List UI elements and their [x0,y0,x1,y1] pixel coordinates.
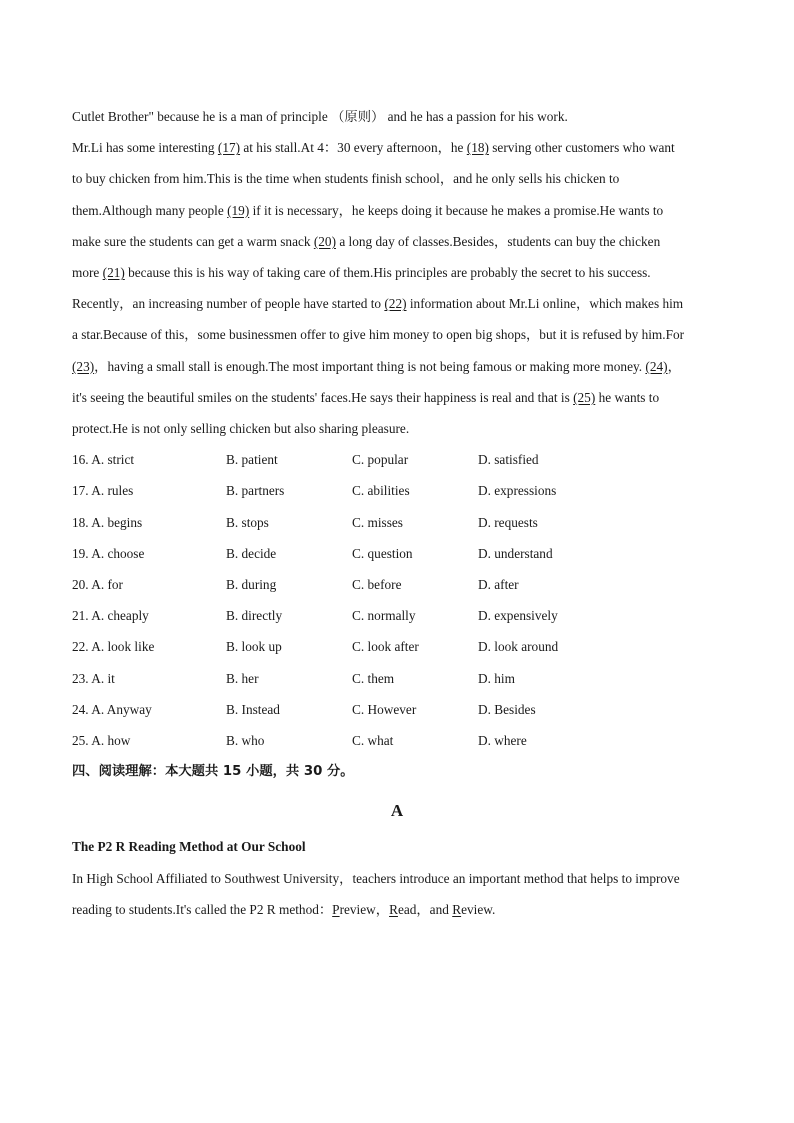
passage-line [72,413,722,444]
passage-text: information about Mr.Li online，which makes him [406,296,684,312]
answer-option: 24. A. Anyway [72,701,152,717]
passage-text: ， [667,358,681,374]
answer-option: B. who [226,732,265,748]
passage-line [72,101,722,132]
answer-option: D. expressions [478,483,557,499]
blank-number: (23) [72,358,95,374]
passage-line [72,351,722,382]
passage-line [72,195,722,226]
answer-option: D. him [478,670,515,686]
answer-option: B. look up [226,639,282,655]
passage-text: Recently，an increasing number of people have started to [72,296,385,312]
initial-letter: R [389,901,398,917]
passage-text: ead，and [397,901,453,917]
answer-option: C. normally [352,608,416,624]
question-row [72,663,722,694]
passage-line [72,382,722,413]
answer-option: B. her [226,670,259,686]
passage-line [72,163,722,194]
question-row [72,444,722,475]
answer-option: B. partners [226,483,285,499]
options-list [72,444,722,756]
blank-number: (18) [466,140,489,156]
passage-letter: A [390,801,404,821]
answer-option: D. look around [478,639,559,655]
passage-text: a star.Because of this，some businessmen offer to give him money to open big shops，but it is refused by him.For [72,327,685,343]
passage-text: more [72,265,103,281]
passage-text: Mr.Li has some interesting [72,140,218,156]
answer-option: B. stops [226,514,269,530]
passage-line [72,226,722,257]
answer-option: 17. A. rules [72,483,134,499]
passage-text: reading to students.It's called the P2 R method： [72,901,333,917]
blank-number: (20) [313,233,336,249]
blank-number: (22) [384,296,407,312]
passage-text: them.Although many people [72,202,228,218]
answer-option: C. popular [352,452,409,468]
section-heading: 四、阅读理解：本大题共 15 小题，共 30 分。 [72,764,354,780]
question-row [72,507,722,538]
answer-option: 25. A. how [72,732,131,748]
passage-text: review， [339,901,390,917]
blank-number: (25) [573,389,596,405]
answer-option: D. understand [478,545,553,561]
answer-option: B. Instead [226,701,280,717]
passage-line [72,132,722,163]
passage-line [72,894,722,925]
answer-option: 16. A. strict [72,452,135,468]
passage-text: because this is his way of taking care of them.His principles are probably the secret to his success. [124,265,651,281]
answer-option: B. directly [226,608,283,624]
passage-text: protect.He is not only selling chicken but also sharing pleasure. [72,421,410,437]
answer-option: C. question [352,545,413,561]
initial-letter: P [332,901,340,917]
passage-line [72,257,722,288]
passage-text: to buy chicken from him.This is the time when students finish school，and he only sells his chicken to [72,171,620,187]
passage-text: ，having a small stall is enough.The most important thing is not being famous or making more money. [94,358,646,374]
answer-option: 23. A. it [72,670,115,686]
answer-option: D. after [478,576,519,592]
passage-title: The P2 R Reading Method at Our School [72,839,306,855]
answer-option: B. during [226,576,277,592]
passage-text: eview. [461,901,496,917]
question-row [72,475,722,506]
passage-text: he wants to [595,389,660,405]
page-content [72,101,722,925]
question-row [72,538,722,569]
question-row [72,631,722,662]
answer-option: D. where [478,732,527,748]
question-row [72,725,722,756]
answer-option: C. what [352,732,394,748]
answer-option: D. requests [478,514,538,530]
blank-number: (17) [217,140,241,156]
blank-number: (21) [102,265,125,281]
passage-line [72,288,722,319]
answer-option: D. satisfied [478,452,539,468]
answer-option: C. misses [352,514,403,530]
answer-option: 19. A. choose [72,545,145,561]
answer-option: 22. A. look like [72,639,155,655]
passage-text: Cutlet Brother" because he is a man of principle （原则） and he has a passion for his work. [72,109,568,124]
question-row [72,569,722,600]
passage-text: if it is necessary，he keeps doing it because he makes a promise.He wants to [249,202,664,218]
passage-text: at his stall.At 4：30 every afternoon，he [240,140,467,156]
passage-text: it's seeing the beautiful smiles on the students' faces.He says their happiness is real and that is [72,389,574,405]
blank-number: (24) [645,358,668,374]
passage-line [72,319,722,350]
answer-option: C. them [352,670,395,686]
answer-option: B. decide [226,545,277,561]
answer-option: 18. A. begins [72,514,143,530]
answer-option: 21. A. cheaply [72,608,149,624]
passage-text: make sure the students can get a warm snack [72,233,314,249]
answer-option: C. abilities [352,483,410,499]
answer-option: 20. A. for [72,576,123,592]
answer-option: C. look after [352,639,419,655]
passage-text: serving other customers who want [488,140,675,156]
passage-text: a long day of classes.Besides，students can buy the chicken [336,233,661,249]
answer-option: C. However [352,701,417,717]
question-row [72,600,722,631]
answer-option: D. expensively [478,608,558,624]
passage-line: In High School Affiliated to Southwest University，teachers introduce an important method that helps to improve [72,870,680,886]
cloze-passage [72,101,722,444]
initial-letter: R [452,901,462,917]
question-row [72,694,722,725]
answer-option: C. before [352,576,402,592]
answer-option: D. Besides [478,701,536,717]
blank-number: (19) [227,202,250,218]
answer-option: B. patient [226,452,278,468]
